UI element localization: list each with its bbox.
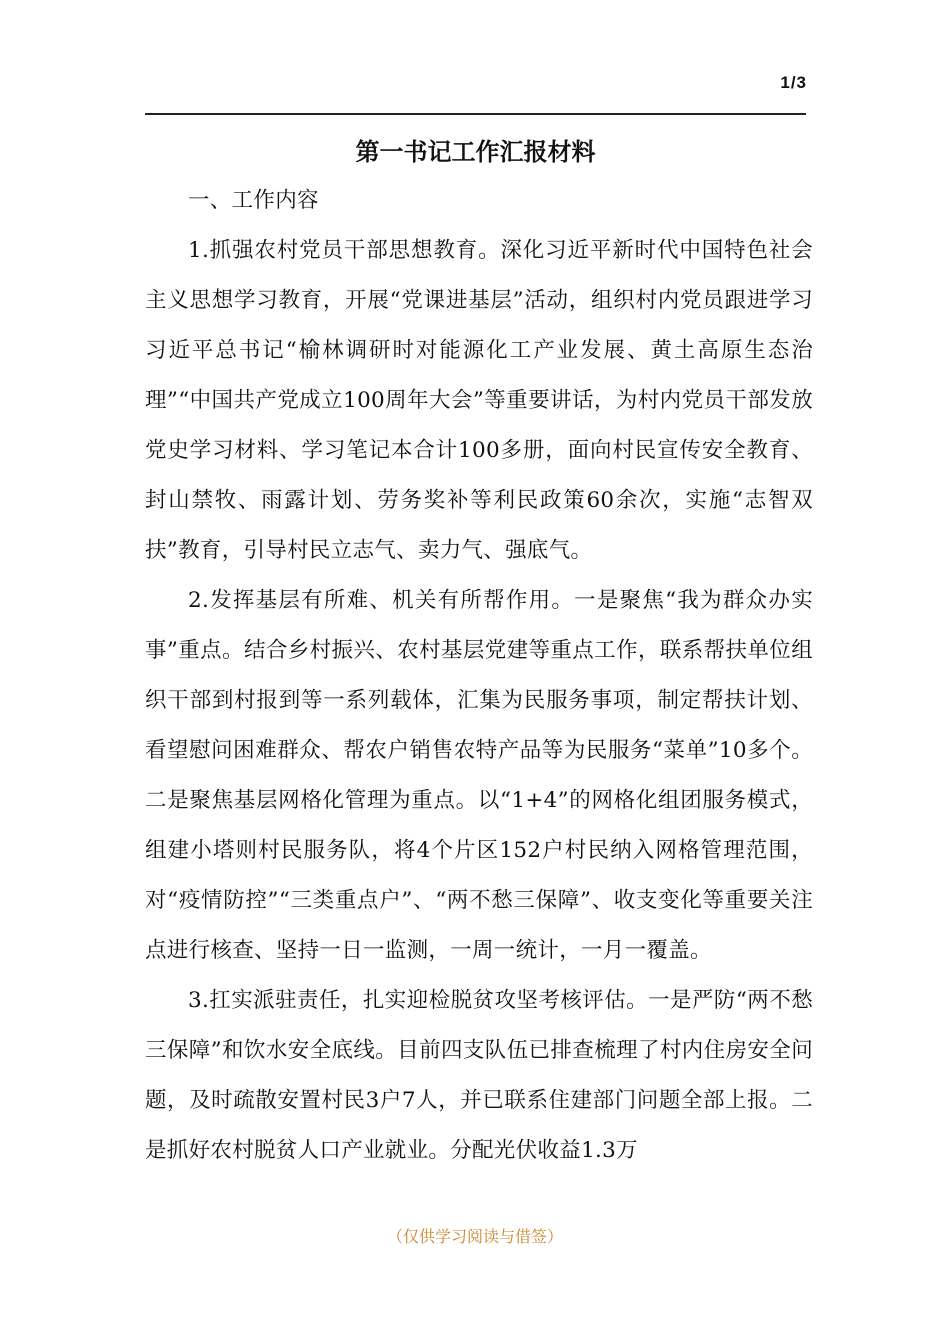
document-title: 第一书记工作汇报材料 xyxy=(355,138,596,166)
section-heading: 一、工作内容 xyxy=(188,188,319,213)
page-number: 1/3 xyxy=(780,73,807,92)
body-paragraph: 1.抓强农村党员干部思想教育。深化习近平新时代中国特色社会主义思想学习教育，开展“党课进基层”活动，组织村内党员跟进学习习近平总书记“榆林调研时对能源化工产业发展、黄土高原生态治理”“中国共产党成立100周年大会”等重要讲话，为村内党员干部发放党史学习材料、学习笔记本合计100多册，面向村民宣传安全教育、封山禁牧、雨露计划、劳务奖补等利民政策60余次，实施“志智双扶”教育，引导村民立志气、卖力气、强底气。 xyxy=(145,238,813,563)
header-divider xyxy=(145,113,806,115)
body-paragraph: 2.发挥基层有所难、机关有所帮作用。一是聚焦“我为群众办实事”重点。结合乡村振兴、农村基层党建等重点工作，联系帮扶单位组织干部到村报到等一系列载体，汇集为民服务事项，制定帮扶计划、看望慰问困难群众、帮农户销售农特产品等为民服务“菜单”10多个。二是聚焦基层网格化管理为重点。以“1+4”的网格化组团服务模式，组建小塔则村民服务队，将4个片区152户村民纳入网格管理范围，对“疫情防控”“三类重点户”、“两不愁三保障”、收支变化等重要关注点进行核查、坚持一日一监测，一周一统计，一月一覆盖。 xyxy=(145,588,813,963)
footer-note: （仅供学习阅读与借签） xyxy=(386,1227,563,1246)
body-paragraph: 3.扛实派驻责任，扎实迎检脱贫攻坚考核评估。一是严防“两不愁三保障”和饮水安全底线。目前四支队伍已排查梳理了村内住房安全问题，及时疏散安置村民3户7人，并已联系住建部门问题全部上报。二是抓好农村脱贫人口产业就业。分配光伏收益1.3万 xyxy=(145,988,813,1163)
document-body xyxy=(145,176,813,1176)
